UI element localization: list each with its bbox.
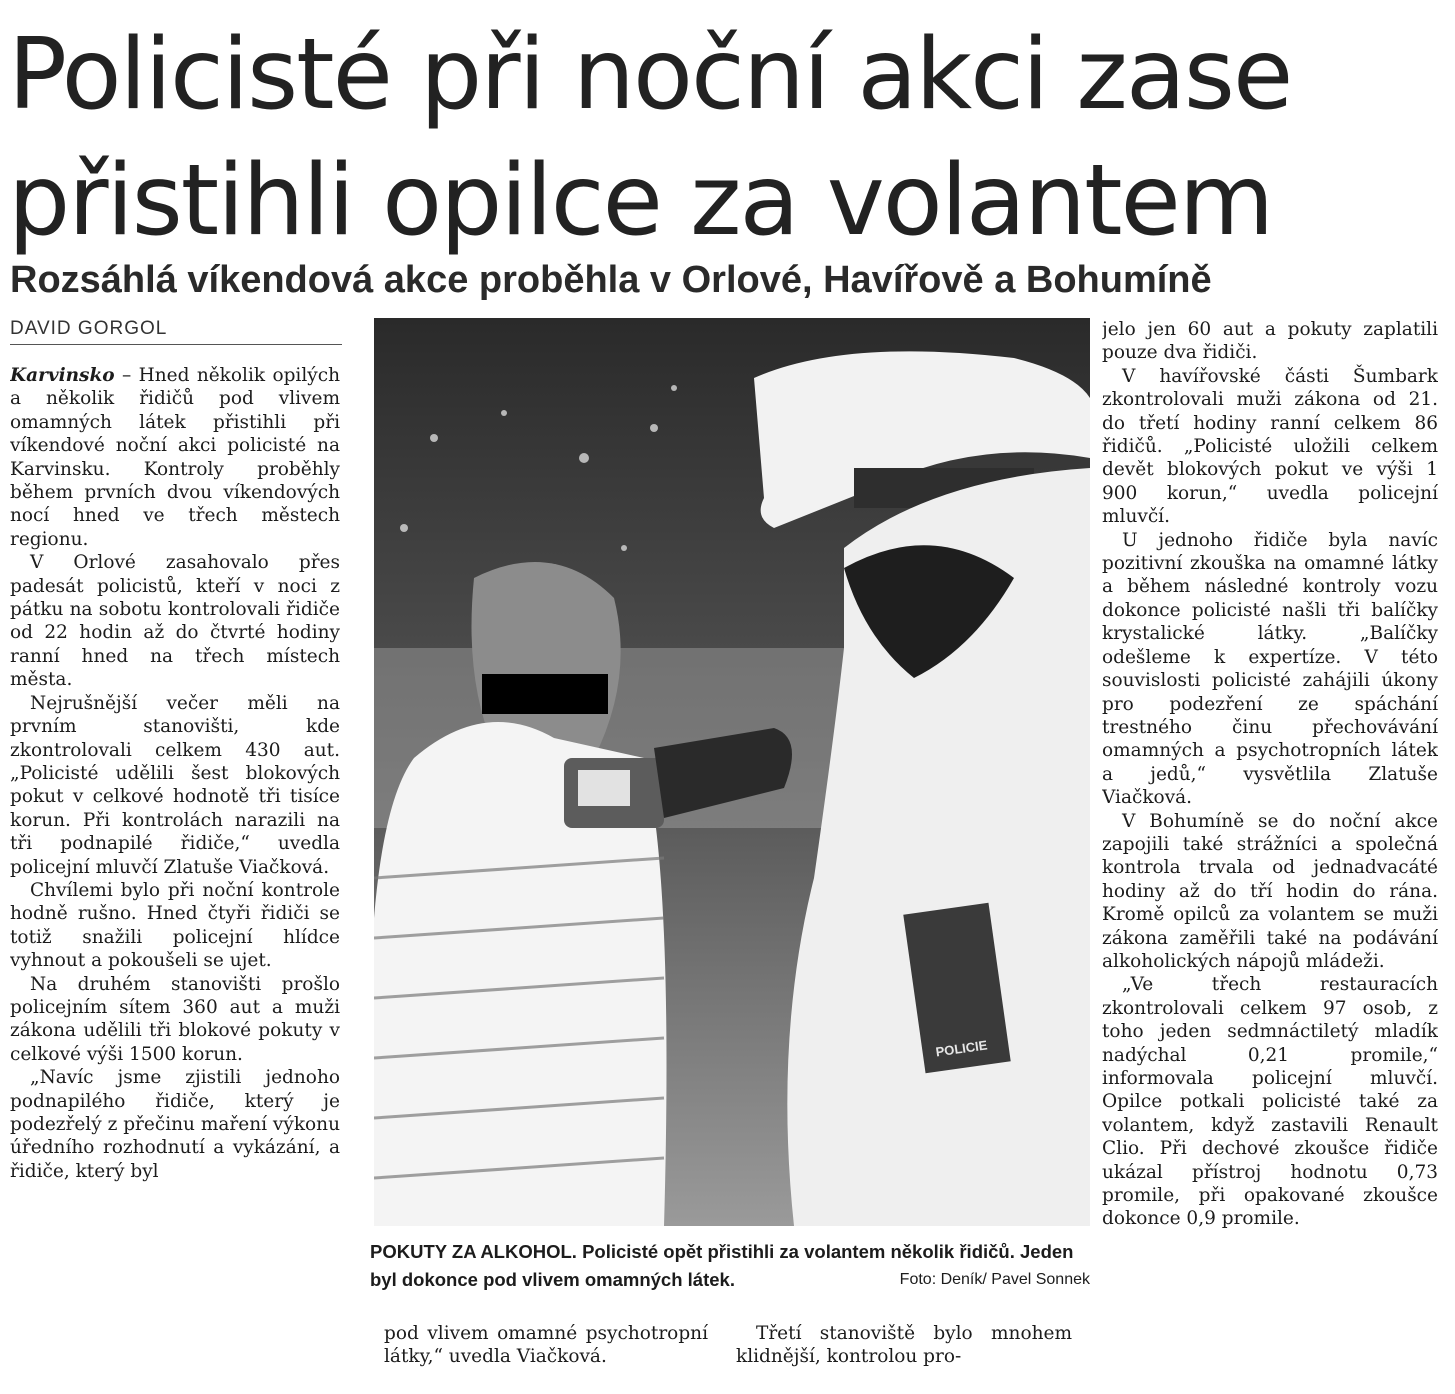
paragraph-text: – Hned několik opilých a několik řidičů pod vlivem omamných látek přistihli při víkendové noční akci policisté na Karvinsku. Kontroly proběhly během prvních dvou víkendových nocí hned ve třech městech regionu. — [10, 365, 340, 550]
text-column-bottom-2 — [736, 1322, 1072, 1394]
photo-credit: Foto: Deník/ Pavel Sonnek — [899, 1271, 1090, 1288]
paragraph: „Navíc jsme zjistili jednoho podnapilého řidiče, který je podezřelý z přečinu maření výkonu úředního rozhodnutí a vykázání, a řidiče, který byl — [10, 1067, 340, 1182]
police-badge-text: POLICIE — [934, 1037, 989, 1060]
breathalyzer-photo-illustration — [374, 318, 1090, 1226]
author-byline: DAVID GORGOL — [10, 318, 342, 345]
paragraph: U jednoho řidiče byla navíc pozitivní zkouška na omamné látky a během následné kontroly vozu dokonce policisté našli tři balíčky krystalické látky. „Balíčky odešleme k expertíze. V této souvislosti policisté zahájili úkony pro podezření ze spáchání trestného činu přechovávání omamných a psychotropních látek a jedů,“ vysvětlila Zlatuše Viačková. — [1102, 529, 1438, 809]
paragraph: jelo jen 60 aut a pokuty zaplatili pouze dva řidiči. — [1102, 319, 1438, 364]
paragraph: pod vlivem omamné psychotropní látky,“ uvedla Viačková. — [384, 1323, 708, 1368]
paragraph: V Bohumíně se do noční akce zapojili také strážníci a společná kontrola trvala od jednadvacáté hodiny až do tří hodin do rána. Kromě opilců za volantem se muži zákona zaměřili také na podávání alkoholických nápojů mládeži. — [1102, 810, 1438, 972]
text-column-left — [10, 364, 340, 1394]
text-column-right — [1102, 318, 1438, 1394]
caption-text: POKUTY ZA ALKOHOL. Policisté opět přistihli za volantem několik řidičů. Jeden byl dokonce pod vlivem omamných látek. — [370, 1241, 1074, 1290]
paragraph: Nejrušnější večer měli na prvním stanovišti, kde zkontrolovali celkem 430 aut. „Policisté udělili šest blokových pokut v celkové hodnotě tři tisíce korun. Při kontrolách narazili na tři podnapilé řidiče,“ uvedla policejní mluvčí Zlatuše Viačková. — [10, 692, 340, 878]
paragraph: Na druhém stanovišti prošlo policejním sítem 360 aut a muži zákona udělili tři blokové pokuty v celkové výši 1500 korun. — [10, 973, 340, 1065]
photo-caption — [370, 1238, 1090, 1294]
paragraph: V havířovské části Šumbark zkontrolovali muži zákona od 21. do třetí hodiny ranní celkem 86 řidičů. „Policisté uložili celkem devět blokových pokut ve výši 1 900 korun,“ uvedla policejní mluvčí. — [1102, 365, 1438, 528]
paragraph: „Ve třech restauracích zkontrolovali celkem 97 osob, z toho jeden sedmnáctiletý mladík nadýchal 0,21 promile,“ informovala policejní mluvčí. Opilce potkali policisté také za volantem, když zastavili Renault Clio. Při dechové zkoušce řidiče ukázal přístroj hodnotu 0,73 promile, při opakované zkoušce dokonce 0,9 promile. — [1102, 974, 1438, 1230]
article-subtitle: Rozsáhlá víkendová akce proběhla v Orlové, Havířově a Bohumíně — [10, 259, 1212, 301]
paragraph — [10, 364, 340, 551]
paragraph: Chvílemi bylo při noční kontrole hodně rušno. Hned čtyři řidiči se totiž snažili policejní hlídce vyhnout a pokoušeli se ujet. — [10, 879, 340, 972]
article-photo — [374, 318, 1090, 1226]
paragraph: V Orlové zasahovalo přes padesát policistů, kteří v noci z pátku na sobotu kontrolovali řidiče od 22 hodin až do čtvrté hodiny ranní hned na třech místech města. — [10, 552, 340, 691]
text-column-bottom-1 — [384, 1322, 708, 1394]
article-headline: Policisté při noční akci zase přistihli opilce za volantem — [8, 18, 1292, 258]
paragraph: Třetí stanoviště bylo mnohem klidnější, kontrolou pro- — [736, 1323, 1072, 1368]
dateline: Karvinsko — [10, 365, 115, 386]
